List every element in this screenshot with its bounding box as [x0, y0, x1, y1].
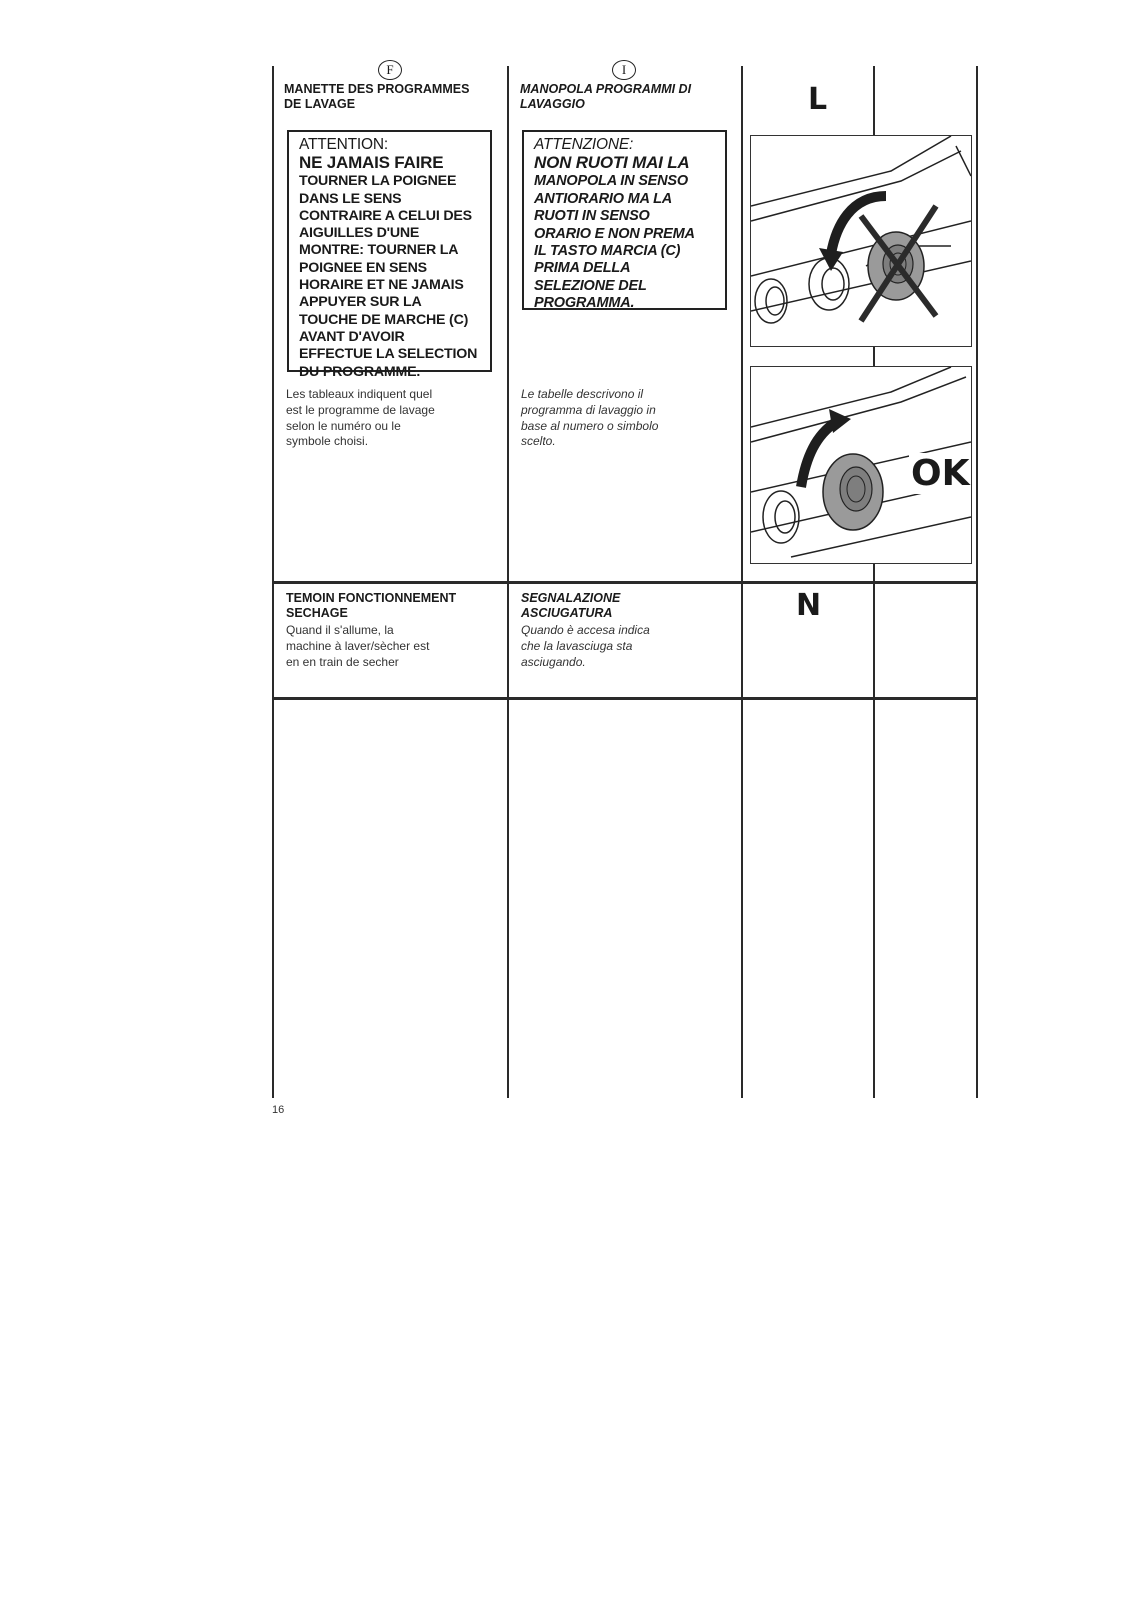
section2-body-french-line: Quand il s'allume, la [286, 623, 394, 637]
grid-row-divider-1 [272, 581, 978, 584]
illustration-wrong-rotation [750, 135, 972, 347]
warning-italian-line: ORARIO E NON PREMA [534, 225, 695, 242]
section2-heading-french-line: SECHAGE [286, 606, 348, 620]
warning-french-line: NE JAMAIS FAIRE [299, 153, 444, 173]
warning-french-line: TOURNER LA POIGNEE [299, 173, 457, 190]
heading-italian-line-1: MANOPOLA PROGRAMMI DI [520, 82, 692, 96]
warning-italian-line: PROGRAMMA. [534, 295, 635, 312]
body-italian-line: Le tabelle descrivono il [521, 387, 644, 401]
heading-italian-line-2: LAVAGGIO [520, 97, 585, 111]
warning-italian-line: NON RUOTI MAI LA [534, 153, 690, 173]
body-italian-line: programma di lavaggio in [521, 402, 656, 417]
section2-heading-french [286, 591, 456, 621]
body-french [286, 387, 435, 450]
warning-french-line: APPUYER SUR LA [299, 294, 422, 311]
grid-row-divider-2 [272, 697, 978, 700]
warning-french-line: DU PROGRAMME. [299, 363, 421, 380]
language-badge-italian: I [612, 60, 636, 80]
warning-italian-line: IL TASTO MARCIA (C) [534, 243, 681, 260]
heading-french-line-1: MANETTE DES PROGRAMMES [284, 82, 470, 96]
language-badge-french: F [378, 60, 402, 80]
body-french-line: Les tableaux indiquent quel [286, 387, 433, 401]
body-italian-line: scelto. [521, 434, 556, 449]
warning-french-line: POIGNEE EN SENS [299, 259, 427, 276]
warning-french-line: ATTENTION: [299, 136, 388, 153]
heading-french [284, 82, 469, 112]
panel-drawing-wrong [751, 136, 971, 346]
section2-body-italian-line: che la lavasciuga sta [521, 638, 633, 653]
warning-french-line: EFFECTUE LA SELECTION [299, 346, 478, 363]
illustration-correct-rotation [750, 366, 972, 564]
section2-body-french-line: en en train de secher [286, 654, 399, 669]
row-letter-l: L [808, 82, 828, 117]
warning-french-line: MONTRE: TOURNER LA [299, 242, 459, 259]
warning-french-line: CONTRAIRE A CELUI DES [299, 207, 472, 224]
warning-french-line: AIGUILLES D'UNE [299, 225, 420, 242]
section2-body-french [286, 623, 429, 670]
section2-body-italian-line: asciugando. [521, 654, 586, 669]
heading-italian [520, 82, 691, 112]
warning-box-italian [522, 130, 727, 310]
section2-heading-french-line: TEMOIN FONCTIONNEMENT [286, 591, 457, 605]
body-french-line: symbole choisi. [286, 434, 369, 449]
warning-box-french [287, 130, 492, 380]
row-letter-n: N [796, 588, 822, 623]
section2-heading-italian-line: SEGNALAZIONE [521, 591, 621, 605]
warning-italian-line: SELEZIONE DEL [534, 277, 647, 294]
warning-italian-line: PRIMA DELLA [534, 260, 631, 277]
warning-french-line: TOUCHE DE MARCHE (C) [299, 311, 469, 328]
warning-italian-line: ANTIORARIO MA LA [534, 190, 673, 207]
heading-french-line-2: DE LAVAGE [284, 97, 356, 111]
section2-body-italian [521, 623, 650, 670]
section2-body-french-line: machine à laver/sècher est [286, 638, 430, 653]
section2-heading-italian [521, 591, 620, 621]
section2-heading-italian-line: ASCIUGATURA [521, 606, 613, 620]
ok-label: OK [911, 453, 970, 494]
body-french-line: est le programme de lavage [286, 402, 435, 417]
body-italian [521, 387, 658, 450]
warning-french-line: AVANT D'AVOIR [299, 328, 405, 345]
warning-italian-line: ATTENZIONE: [534, 136, 634, 153]
warning-french-line: HORAIRE ET NE JAMAIS [299, 277, 464, 294]
warning-italian-line: MANOPOLA IN SENSO [534, 173, 688, 190]
section2-body-italian-line: Quando è accesa indica [521, 623, 650, 637]
body-italian-line: base al numero o simbolo [521, 418, 659, 433]
body-french-line: selon le numéro ou le [286, 418, 401, 433]
warning-french-line: DANS LE SENS [299, 190, 402, 207]
page-number: 16 [272, 1104, 285, 1116]
warning-italian-line: RUOTI IN SENSO [534, 208, 650, 225]
